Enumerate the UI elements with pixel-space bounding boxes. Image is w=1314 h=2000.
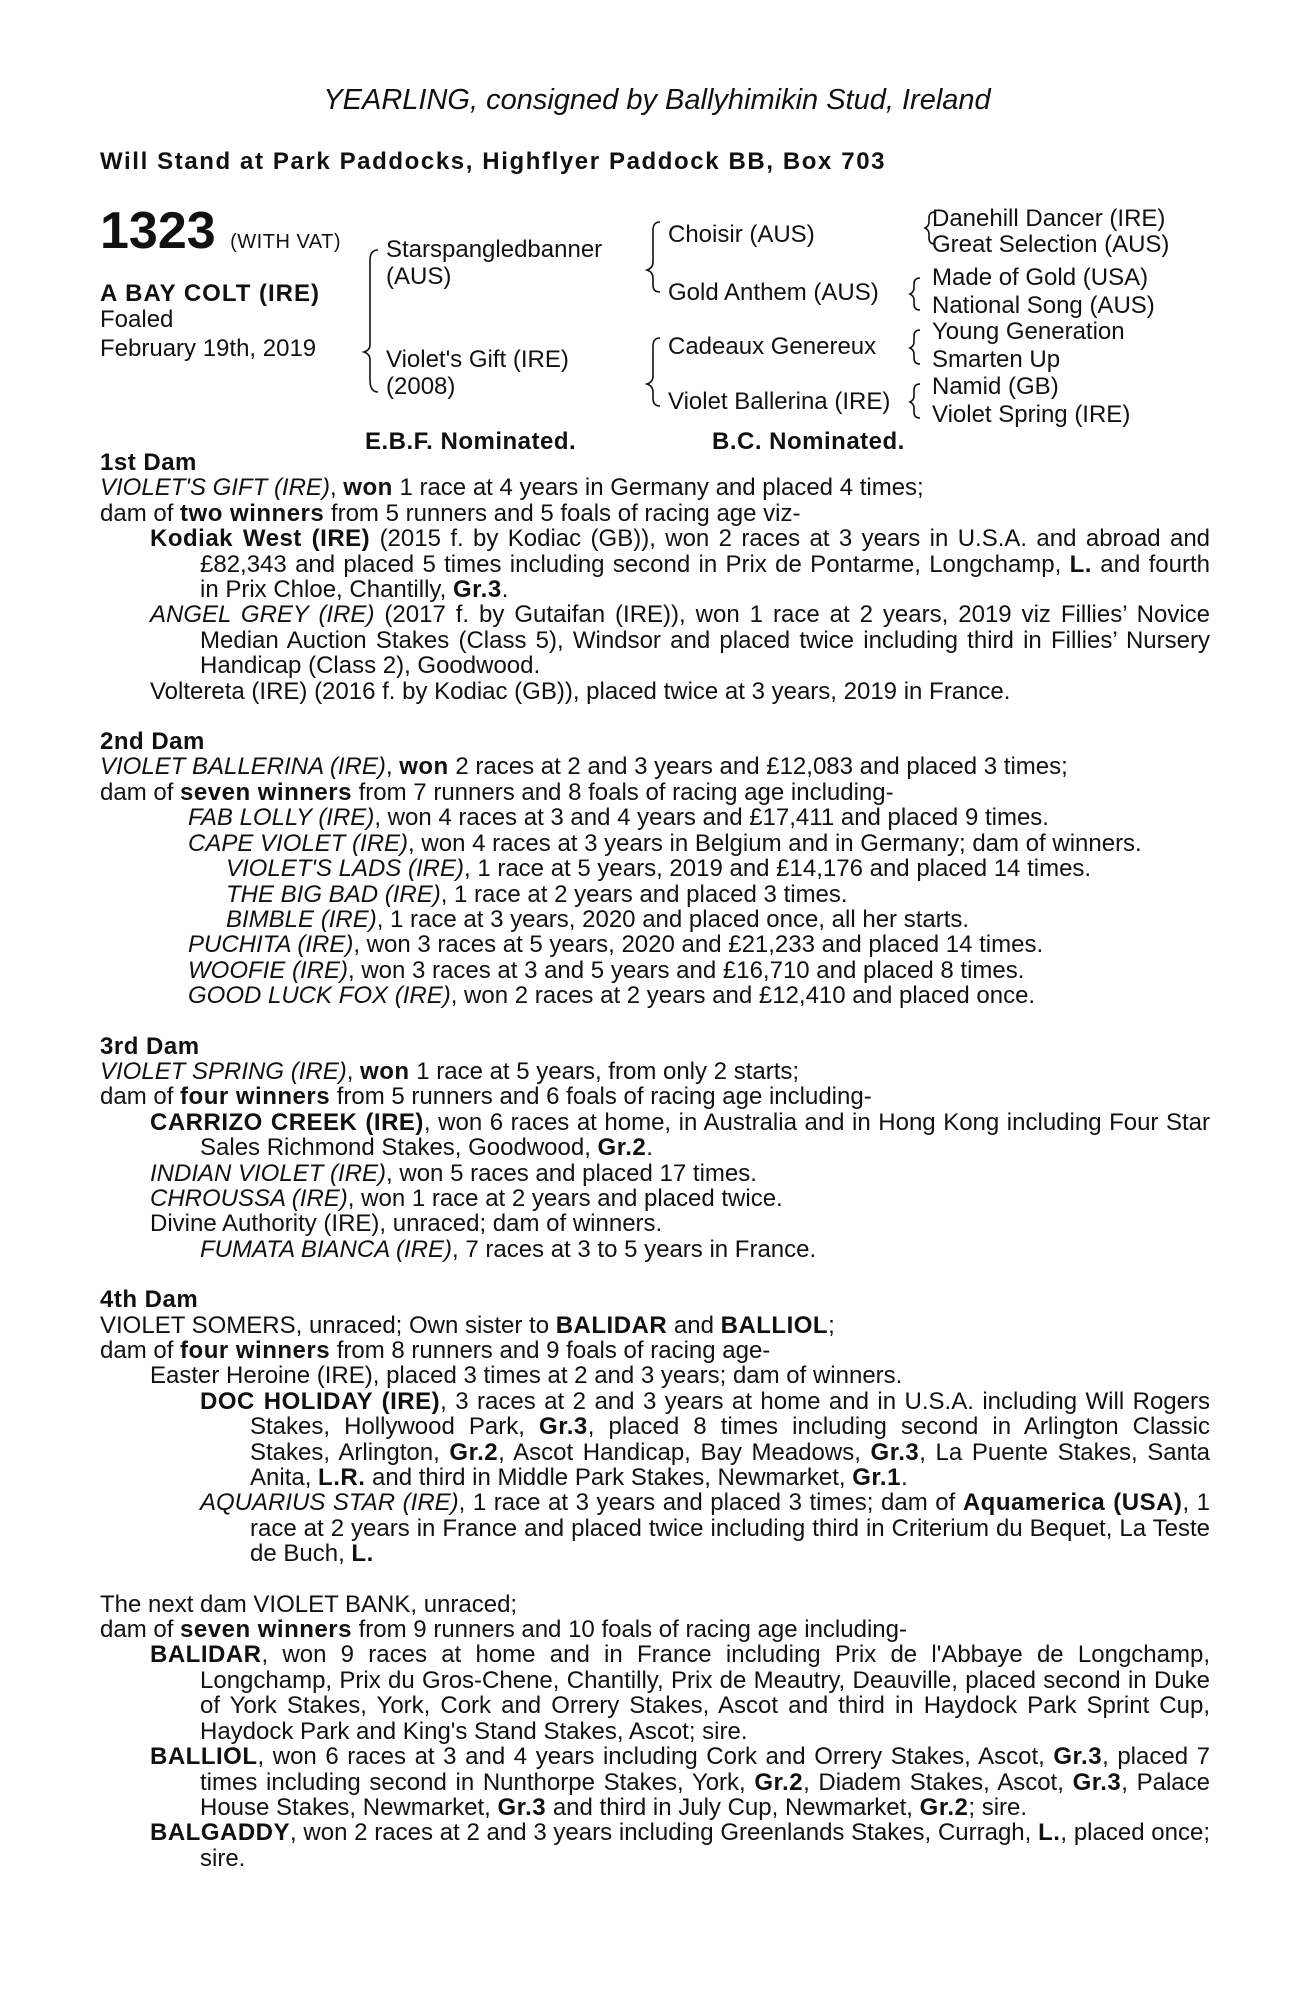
dam2-record-text: 2 races at 2 and 3 years and £12,083 and placed 3 times;: [448, 753, 1068, 781]
produce-text: , 7 races at 3 to 5 years in France.: [452, 1235, 817, 1263]
dam3-damof-bold: four winners: [180, 1083, 331, 1111]
produce-text: , won 5 races and placed 17 times.: [386, 1159, 757, 1187]
produce-name: CAPE VIOLET (IRE): [188, 829, 409, 857]
dam3-produce-4: Divine Authority (IRE), unraced; dam of winners.: [150, 1210, 663, 1238]
dam3-produce-3: [100, 1186, 1210, 1211]
produce-text: , won 6 races at 3 and 4 years including Cork and Orrery Stakes, Ascot,: [257, 1743, 1054, 1771]
bc-nomination: B.C. Nominated.: [712, 428, 905, 455]
dam2-heading: 2nd Dam: [100, 728, 205, 756]
dam4-sibling-1: BALIDAR: [555, 1311, 668, 1339]
produce-text: .: [501, 576, 509, 604]
produce-text: (2015 f. by Kodiac (GB)), won 2 races at 3 years in U.S.A. and abroad and £82,343 and placed 5 times including second in Prix de Pontarme, Longchamp,: [200, 525, 1211, 578]
ssd: Great Selection (AUS): [932, 231, 1170, 258]
dam4-dam-of: [100, 1338, 1210, 1363]
produce-text: and third in July Cup, Newmarket,: [546, 1793, 920, 1821]
produce-name: FAB LOLLY (IRE): [188, 804, 375, 832]
group-mark: Gr.2: [919, 1793, 969, 1821]
produce-text: , won 3 races at 5 years, 2020 and £21,233 and placed 14 times.: [353, 931, 1044, 959]
next-produce-1: [100, 1642, 1210, 1744]
produce-text: and fourth in Prix Chloe, Chantilly,: [200, 550, 1210, 604]
pedigree-brace-sd: [910, 278, 920, 310]
dam2-produce-7: [100, 958, 1210, 983]
dam3-name: VIOLET SPRING (IRE): [100, 1057, 347, 1085]
dam2-produce-2: [100, 831, 1210, 856]
dam: [386, 346, 569, 400]
dss: Young Generation: [932, 318, 1125, 345]
dam4-produce-2: [100, 1389, 1210, 1491]
dam2-record: VIOLET BALLERINA (IRE), won 2 races at 2 and 3 years and £12,083 and placed 3 times;: [100, 753, 1068, 781]
dam2-produce-1: [100, 805, 1210, 830]
sire-country: (AUS): [386, 263, 452, 290]
group-mark: Gr.3: [1053, 1743, 1103, 1771]
produce-text: , 1 race at 3 years and placed 3 times; dam of: [458, 1489, 963, 1517]
stand-location: Will Stand at Park Paddocks, Highflyer Paddock BB, Box 703: [100, 148, 887, 175]
dam1-damof-post: from 5 runners and 5 foals of racing age viz-: [324, 499, 801, 527]
sire-name: Starspangledbanner: [386, 236, 603, 263]
catalogue-heading: YEARLING, consigned by Ballyhimikin Stud, Ireland: [323, 84, 991, 116]
dam1-record: VIOLET'S GIFT (IRE), won 1 race at 4 years in Germany and placed 4 times;: [100, 474, 924, 502]
sdd: National Song (AUS): [932, 292, 1155, 319]
produce-name: BIMBLE (IRE): [226, 905, 377, 933]
produce-name: DOC HOLIDAY (IRE): [200, 1387, 441, 1415]
dam4-intro-and: and: [667, 1311, 721, 1339]
group-mark: Gr.3: [870, 1438, 920, 1466]
produce-name: CHROUSSA (IRE): [150, 1184, 348, 1212]
produce-name: FUMATA BIANCA (IRE): [200, 1235, 452, 1263]
produce-text: , 1 race at 2 years and placed 3 times.: [440, 880, 848, 908]
dam4-damof-post: from 8 runners and 9 foals of racing age-: [330, 1337, 771, 1364]
produce-name: Kodiak West (IRE): [150, 525, 371, 553]
lot-number: 1323: [100, 202, 216, 260]
group-mark: L.R.: [318, 1464, 366, 1492]
produce-text: and third in Middle Park Stakes, Newmarket,: [365, 1464, 853, 1492]
dam1-record-text: 1 race at 4 years in Germany and placed 4 times;: [392, 474, 924, 502]
foaled-date: February 19th, 2019: [100, 335, 317, 362]
next-produce-3: [100, 1820, 1210, 1871]
group-mark: Gr.3: [452, 576, 502, 604]
produce-text: , Palace House Stakes, Newmarket,: [200, 1768, 1210, 1821]
dam1-heading: 1st Dam: [100, 449, 197, 476]
produce-record: [100, 450, 1210, 1871]
dam4-heading: 4th Dam: [100, 1286, 199, 1314]
ddd: Violet Spring (IRE): [932, 401, 1131, 428]
group-mark: Gr.3: [539, 1413, 588, 1441]
produce-text: , won 2 races at 2 years and £12,410 and placed once.: [450, 982, 1036, 1010]
produce-text: (2017 f. by Gutaifan (IRE)), won 1 race at 2 years, 2019 viz Fillies’ Novice Median Auction Stakes (Class 5), Windsor and placed twice including third in Fillies’ Nursery Handicap (Class 2), Goodwood.: [200, 601, 1210, 680]
produce-text: , 1 race at 5 years, 2019 and £14,176 and placed 14 times.: [463, 855, 1092, 883]
group-mark: Gr.2: [449, 1438, 499, 1466]
produce-name: Aquamerica (USA): [962, 1489, 1183, 1517]
ds-parents: [932, 318, 1125, 374]
dam1-produce-1: [100, 526, 1210, 602]
produce-text: , won 2 races at 2 and 3 years including Greenlands Stakes, Curragh,: [290, 1819, 1039, 1847]
dam1-produce-2: [100, 602, 1210, 678]
produce-text: , placed once; sire.: [200, 1819, 1210, 1872]
produce-name: CARRIZO CREEK (IRE): [150, 1108, 424, 1136]
dam4-intro-end: ;: [828, 1311, 835, 1339]
produce-name: BALIDAR: [150, 1641, 262, 1669]
produce-text: , won 6 races at home, in Australia and in Hong Kong including Four Star Sales Richmond Stakes, Goodwood,: [200, 1108, 1210, 1162]
dam-year: (2008): [386, 373, 456, 400]
produce-name: THE BIG BAD (IRE): [226, 880, 441, 908]
produce-name: AQUARIUS STAR (IRE): [200, 1489, 459, 1517]
dam3-produce-1: [100, 1110, 1210, 1161]
dam2-won: won: [399, 753, 449, 781]
produce-text: , Diadem Stakes, Ascot,: [803, 1768, 1073, 1796]
dam3-dam-of: [100, 1084, 1210, 1109]
pedigree-brace-dd: [910, 384, 920, 418]
dam2-produce-5: [100, 907, 1210, 932]
dam1-won: won: [343, 474, 393, 502]
dam2-produce-8: [100, 983, 1210, 1008]
dam1-name: VIOLET'S GIFT (IRE): [100, 474, 330, 502]
produce-text: .: [900, 1464, 908, 1492]
sire: [386, 236, 602, 290]
produce-name: PUCHITA (IRE): [188, 931, 354, 959]
dds: Namid (GB): [932, 373, 1059, 400]
next-damof-bold: seven winners: [180, 1616, 352, 1644]
dam2-produce-3: [100, 856, 1210, 881]
pedigree-brace-dam: [647, 338, 660, 406]
foaled-label: Foaled: [100, 306, 174, 333]
group-mark: Gr.3: [497, 1793, 547, 1821]
dam4-produce-3: [100, 1490, 1210, 1566]
produce-text: .: [646, 1134, 653, 1162]
ebf-nomination: E.B.F. Nominated.: [365, 428, 577, 455]
dam2-damof-post: from 7 runners and 8 foals of racing age including-: [351, 778, 894, 806]
produce-name: INDIAN VIOLET (IRE): [150, 1159, 387, 1187]
dam4-damof-bold: four winners: [180, 1337, 331, 1364]
produce-name: VIOLET'S LADS (IRE): [226, 855, 464, 883]
produce-text: , won 1 race at 2 years and placed twice.: [347, 1184, 783, 1212]
dam-sire: Cadeaux Genereux: [668, 333, 877, 360]
group-mark: Gr.1: [852, 1464, 901, 1492]
sire-dam: Gold Anthem (AUS): [668, 279, 879, 306]
dam4-intro: VIOLET SOMERS, unraced; Own sister to: [100, 1311, 556, 1339]
produce-text: ; sire.: [968, 1793, 1028, 1821]
lot-description: A BAY COLT (IRE): [100, 280, 321, 307]
next-produce-2: [100, 1744, 1210, 1820]
produce-text: , 1 race at 3 years, 2020 and placed once, all her starts.: [376, 905, 970, 933]
next-dam-intro: The next dam VIOLET BANK, unraced;: [100, 1590, 518, 1618]
dam3-record: VIOLET SPRING (IRE), won 1 race at 5 years, from only 2 starts;: [100, 1057, 800, 1085]
listed-mark: L.: [1069, 550, 1092, 578]
dam1-produce-3: Voltereta (IRE) (2016 f. by Kodiac (GB)), placed twice at 3 years, 2019 in France.: [150, 677, 1011, 705]
produce-text: , won 4 races at 3 years in Belgium and in Germany; dam of winners.: [408, 829, 1142, 857]
produce-text: , placed 8 times including second in Arlington Classic Stakes, Arlington,: [250, 1413, 1211, 1466]
dam4-produce-1: Easter Heroine (IRE), placed 3 times at 2 and 3 years; dam of winners.: [150, 1362, 903, 1390]
dam4-damof-pre: dam of: [100, 1337, 181, 1364]
produce-name: ANGEL GREY (IRE): [150, 601, 375, 629]
dam2-damof-pre: dam of: [100, 778, 181, 806]
produce-text: , 3 races at 2 and 3 years at home and in U.S.A. including Will Rogers Stakes, Hollywood Park,: [250, 1387, 1210, 1441]
dam3-produce-5: [100, 1237, 1210, 1262]
sire-sire: Choisir (AUS): [668, 221, 815, 248]
dam3-damof-post: from 5 runners and 6 foals of racing age including-: [330, 1083, 872, 1111]
vat-note: (WITH VAT): [230, 231, 342, 253]
produce-text: , won 9 races at home and in France including Prix de l'Abbaye de Longchamp, Longchamp, Prix du Gros-Chene, Chantilly, Prix de Meautry, Deauville, placed second in Duke of York Stakes, York, Cork and Orrery Stakes, Ascot and third in Haydock Park Sprint Cup, Haydock Park and King's Stand Stakes, Ascot; sire.: [200, 1641, 1210, 1745]
dam2-dam-of: [100, 780, 1210, 805]
dam2-produce-6: [100, 932, 1210, 957]
produce-name: BALGADDY: [150, 1819, 290, 1847]
dam2-produce-4: [100, 882, 1210, 907]
dam1-dam-of: [100, 501, 1210, 526]
pedigree-brace-main: [364, 250, 378, 392]
group-mark: Gr.2: [754, 1768, 804, 1796]
dam-name: Violet's Gift (IRE): [386, 346, 569, 373]
pedigree-brace-ds: [910, 330, 920, 364]
dam3-produce-2: [100, 1161, 1210, 1186]
produce-text: , placed 7 times including second in Nunthorpe Stakes, York,: [200, 1743, 1210, 1796]
sds: Made of Gold (USA): [932, 264, 1149, 291]
dam4-sibling-2: BALLIOL: [720, 1311, 829, 1339]
next-damof-post: from 9 runners and 10 foals of racing age including-: [351, 1616, 907, 1644]
next-dam-of: [100, 1617, 1210, 1642]
dam3-damof-pre: dam of: [100, 1083, 181, 1111]
listed-mark: L.: [1038, 1819, 1061, 1847]
produce-text: , 1 race at 2 years in France and placed twice including third in Criterium du Bequet, La Teste de Buch,: [250, 1489, 1211, 1568]
dam4-record: [100, 1313, 1210, 1338]
group-mark: Gr.3: [1072, 1768, 1122, 1796]
dam1-damof-bold: two winners: [180, 499, 325, 527]
sd-parents: [932, 264, 1155, 320]
produce-text: , La Puente Stakes, Santa Anita,: [250, 1438, 1211, 1492]
sss: Danehill Dancer (IRE): [932, 205, 1166, 232]
listed-mark: L.: [351, 1540, 374, 1568]
produce-name: BALLIOL: [150, 1743, 258, 1771]
produce-text: , Ascot Handicap, Bay Meadows,: [498, 1438, 871, 1466]
produce-name: GOOD LUCK FOX (IRE): [188, 982, 451, 1010]
produce-text: , won 3 races at 3 and 5 years and £16,710 and placed 8 times.: [347, 956, 1025, 984]
next-damof-pre: dam of: [100, 1616, 181, 1644]
dd-parents: [932, 373, 1130, 429]
dam1-damof-pre: dam of: [100, 499, 181, 527]
dam3-won: won: [360, 1057, 410, 1085]
dam2-damof-bold: seven winners: [180, 778, 352, 806]
dsd: Smarten Up: [932, 346, 1061, 373]
produce-text: , won 4 races at 3 and 4 years and £17,411 and placed 9 times.: [374, 804, 1049, 832]
produce-name: WOOFIE (IRE): [188, 956, 348, 984]
dam3-heading: 3rd Dam: [100, 1032, 200, 1060]
dam2-name: VIOLET BALLERINA (IRE): [100, 753, 386, 781]
dam3-record-text: 1 race at 5 years, from only 2 starts;: [409, 1057, 800, 1085]
dam-dam: Violet Ballerina (IRE): [668, 388, 891, 415]
ss-parents: [932, 206, 1169, 258]
group-mark: Gr.2: [597, 1134, 647, 1162]
pedigree-brace-sire: [647, 222, 660, 292]
